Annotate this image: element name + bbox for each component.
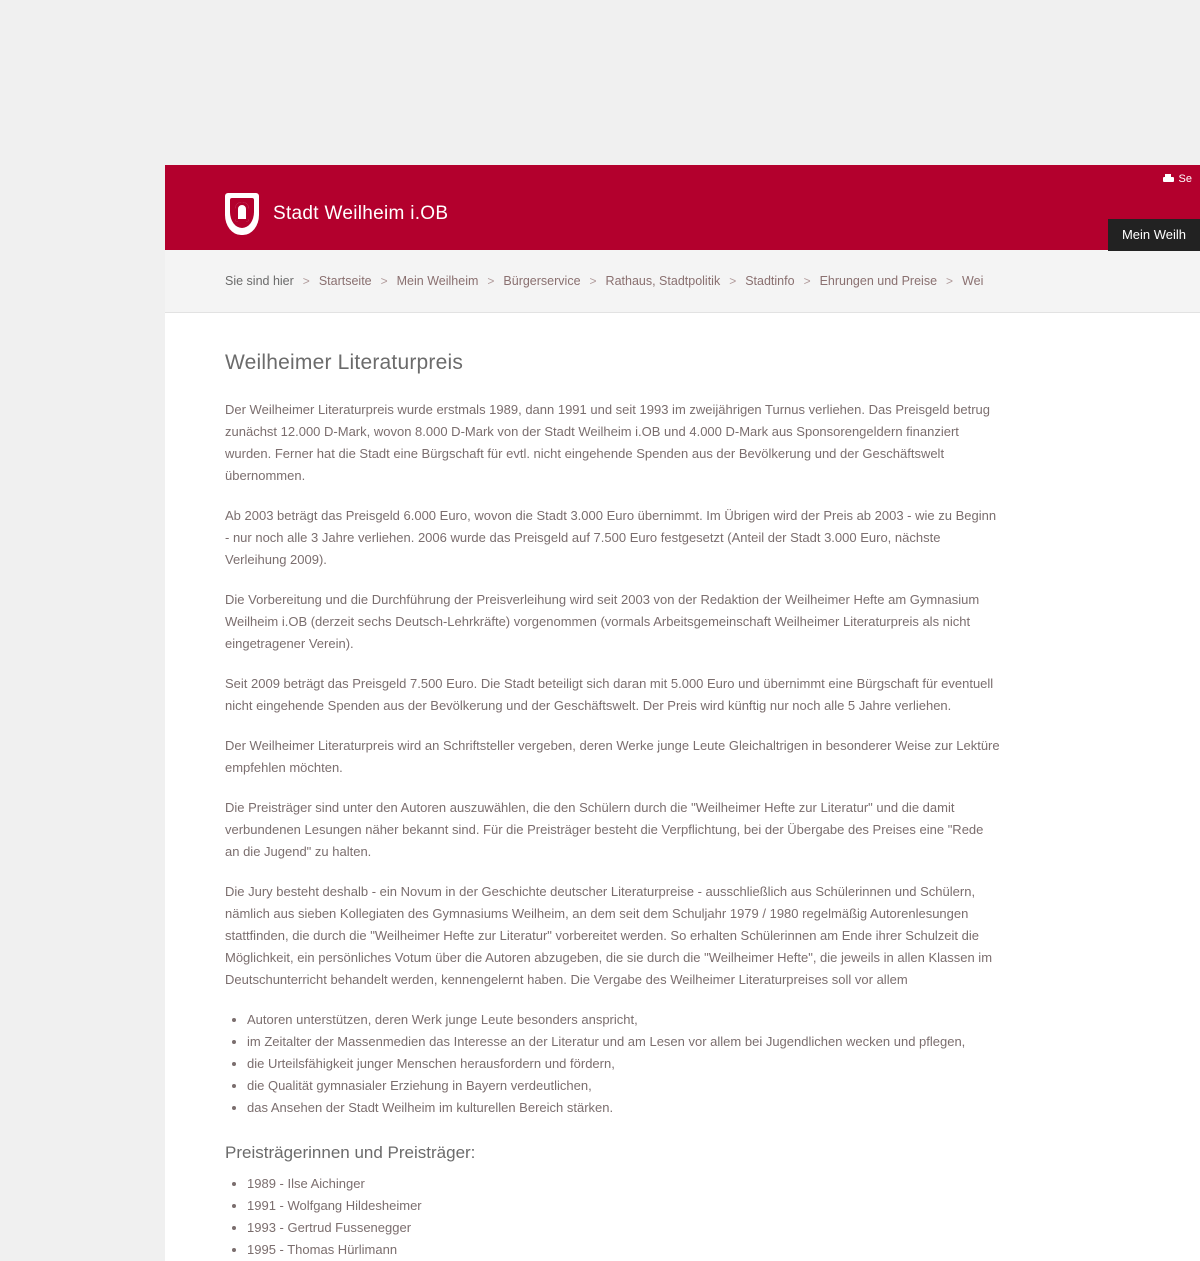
city-crest-icon <box>225 193 259 235</box>
breadcrumb-separator-icon: > <box>302 274 310 288</box>
breadcrumb-separator-icon: > <box>589 274 597 288</box>
list-item: • 1995 - Thomas Hürlimann <box>247 1239 1022 1261</box>
breadcrumb <box>165 250 1200 313</box>
breadcrumb-item-buergerservice[interactable]: Bürgerservice <box>503 274 581 288</box>
breadcrumb-item-startseite[interactable]: Startseite <box>318 274 372 288</box>
site-header <box>165 165 1200 250</box>
breadcrumb-item-current[interactable]: Wei <box>962 274 984 288</box>
breadcrumb-item-ehrungen-und-preise[interactable]: Ehrungen und Preise <box>819 274 938 288</box>
brand-name: Stadt Weilheim i.OB <box>273 203 449 224</box>
laureates-list <box>225 1173 1022 1261</box>
laureates-title: Preisträgerinnen und Preisträger: <box>225 1143 476 1162</box>
breadcrumb-prefix: Sie sind hier <box>225 274 294 288</box>
mein-weilheim-tab[interactable]: Mein Weilh <box>1108 219 1200 251</box>
print-link[interactable] <box>1163 173 1192 185</box>
page-title: Weilheimer Literaturpreis <box>225 351 464 374</box>
browser-page-viewport <box>165 165 1192 1257</box>
breadcrumb-separator-icon: > <box>803 274 811 288</box>
paragraph: Die Preisträger sind unter den Autoren auszuwählen, die den Schülern durch die "Weilheimer Hefte zur Literatur" und die damit verbundenen Lesungen näher bekannt sind. Für die Preisträger besteht die Verpflichtung, bei der Übergabe des Preises eine "Rede an die Jugend" zu halten. <box>225 800 984 859</box>
list-item: • Autoren unterstützen, deren Werk junge Leute besonders anspricht, <box>247 1009 1022 1031</box>
paragraph: Die Vorbereitung und die Durchführung der Preisverleihung wird seit 2003 von der Redaktion der Weilheimer Hefte am Gymnasium Weilheim i.OB (derzeit sechs Deutsch-Lehrkräfte) vorgenommen (vormals Arbeitsgemeinschaft Weilheimer Literaturpreis als nicht eingetragener Verein). <box>225 592 980 651</box>
list-item: • im Zeitalter der Massenmedien das Interesse an der Literatur und am Lesen vor allem bei Jugendlichen wecken und pflegen, <box>247 1031 1022 1053</box>
paragraph: Der Weilheimer Literaturpreis wird an Schriftsteller vergeben, deren Werke junge Leute Gleichaltrigen in besonderer Weise zur Lektüre empfehlen möchten. <box>225 738 1000 775</box>
goals-list <box>225 1009 1022 1119</box>
list-item: • die Qualität gymnasialer Erziehung in Bayern verdeutlichen, <box>247 1075 1022 1097</box>
paragraph: Seit 2009 beträgt das Preisgeld 7.500 Euro. Die Stadt beteiligt sich daran mit 5.000 Euro und übernimmt eine Bürgschaft für eventuell nicht eingehende Spenden aus der Bevölkerung und der Geschäftswelt. Der Preis wird künftig nur noch alle 5 Jahre verliehen. <box>225 676 994 713</box>
site-brand[interactable] <box>225 193 448 235</box>
breadcrumb-item-stadtinfo[interactable]: Stadtinfo <box>745 274 795 288</box>
breadcrumb-item-mein-weilheim[interactable]: Mein Weilheim <box>396 274 479 288</box>
print-icon <box>1163 174 1174 184</box>
list-item: • die Urteilsfähigkeit junger Menschen herausfordern und fördern, <box>247 1053 1022 1075</box>
breadcrumb-item-rathaus-stadtpolitik[interactable]: Rathaus, Stadtpolitik <box>605 274 721 288</box>
print-link-label: Se <box>1178 173 1192 185</box>
breadcrumb-separator-icon: > <box>729 274 737 288</box>
breadcrumb-separator-icon: > <box>487 274 495 288</box>
list-item: • 1991 - Wolfgang Hildesheimer <box>247 1195 1022 1217</box>
paragraph: Ab 2003 beträgt das Preisgeld 6.000 Euro, wovon die Stadt 3.000 Euro übernimmt. Im Übrigen wird der Preis ab 2003 - wie zu Beginn - nur noch alle 3 Jahre verliehen. 2006 wurde das Preisgeld auf 7.500 Euro festgesetzt (Anteil der Stadt 3.000 Euro, nächste Verleihung 2009). <box>225 508 997 567</box>
paragraph: Der Weilheimer Literaturpreis wurde erstmals 1989, dann 1991 und seit 1993 im zweijährigen Turnus verliehen. Das Preisgeld betrug zunächst 12.000 D-Mark, wovon 8.000 D-Mark von der Stadt Weilheim i.OB und 4.000 D-Mark aus Sponsorengeldern finanziert wurden. Ferner hat die Stadt eine Bürgschaft für evtl. nicht eingehende Spenden aus der Bevölkerung und der Geschäftswelt übernommen. <box>225 402 990 483</box>
breadcrumb-separator-icon: > <box>380 274 388 288</box>
breadcrumb-separator-icon: > <box>946 274 954 288</box>
paragraph: Die Jury besteht deshalb - ein Novum in der Geschichte deutscher Literaturpreise - ausschließlich aus Schülerinnen und Schülern, nämlich aus sieben Kollegiaten des Gymnasiums Weilheim, an dem seit dem Schuljahr 1979 / 1980 regelmäßig Autorenlesungen stattfinden, die durch die "Weilheimer Hefte zur Literatur" vorbereitet werden. So erhalten Schülerinnen am Ende ihrer Schulzeit die Möglichkeit, ein persönliches Votum über die Autoren abzugeben, die sie durch die "Weilheimer Hefte", die jeweils in allen Klassen im Deutschunterricht behandelt werden, kennengelernt haben. Die Vergabe des Weilheimer Literaturpreises soll vor allem <box>225 884 993 987</box>
list-item: • 1993 - Gertrud Fussenegger <box>247 1217 1022 1239</box>
list-item: • das Ansehen der Stadt Weilheim im kulturellen Bereich stärken. <box>247 1097 1022 1119</box>
list-item: • 1989 - Ilse Aichinger <box>247 1173 1022 1195</box>
main-content <box>165 313 1200 1261</box>
